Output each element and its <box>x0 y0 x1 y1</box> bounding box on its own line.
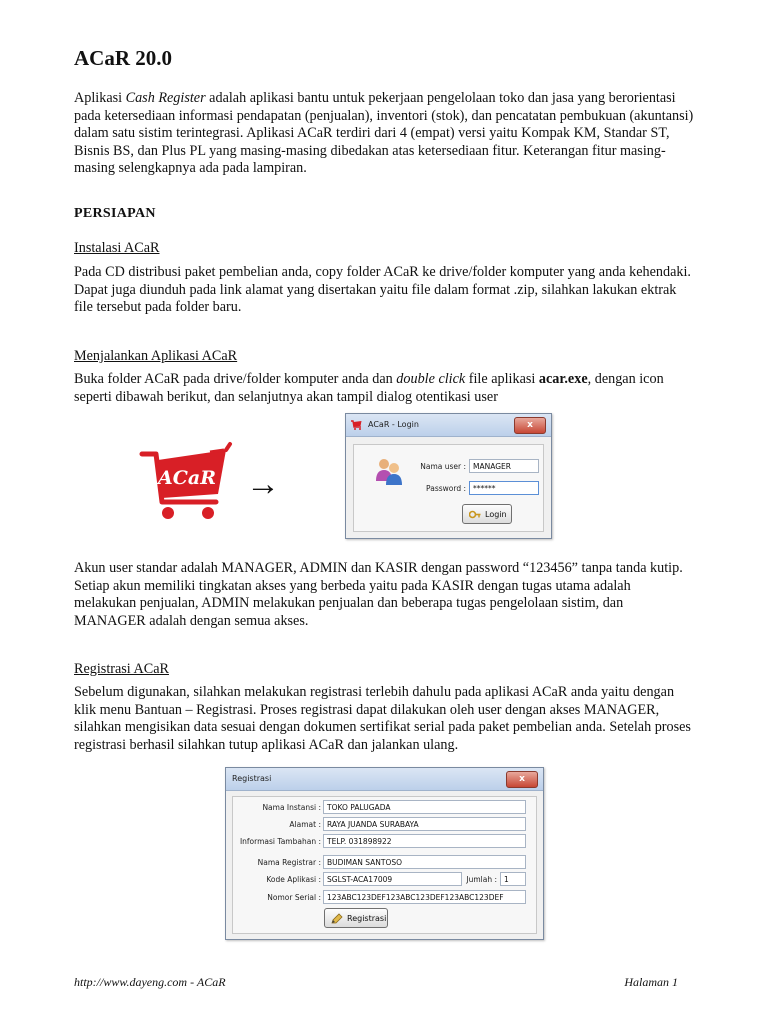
login-button[interactable] <box>462 504 512 524</box>
registrasi-panel <box>232 796 537 934</box>
login-button-label: Login <box>485 510 507 519</box>
jumlah-label: Jumlah : <box>466 875 497 884</box>
nama-registrar-input[interactable]: BUDIMAN SANTOSO <box>323 855 526 869</box>
password-label: Password : <box>426 484 466 493</box>
section-heading-persiapan: PERSIAPAN <box>74 206 156 221</box>
alamat-input[interactable]: RAYA JUANDA SURABAYA <box>323 817 526 831</box>
arrow-icon: → <box>246 466 280 503</box>
instalasi-paragraph: Pada CD distribusi paket pembelian anda, copy folder ACaR ke drive/folder komputer yang anda kehendaki. Dapat juga diunduh pada link alamat yang disertakan yaitu file dalam format .zip, silahkan lakukan ektrak file tersebut pada folder baru. <box>74 264 691 315</box>
jumlah-input[interactable]: 1 <box>500 872 526 886</box>
registrasi-paragraph: Sebelum digunakan, silahkan melakukan registrasi terlebih dahulu pada aplikasi ACaR anda yaitu dengan klik menu Bantuan – Registrasi. Proses registrasi dapat dilakukan oleh user dengan akses MANAGER, silahkan mengisikan data sesuai dengan dokumen sertifikat serial pada paket pembelian anda. Setelah proses registrasi berhasil silahkan tutup aplikasi ACaR dan jalankan ulang. <box>74 684 691 753</box>
app-cart-icon <box>351 420 362 430</box>
footer-page-number: Halaman 1 <box>624 975 678 989</box>
akun-paragraph: Akun user standar adalah MANAGER, ADMIN dan KASIR dengan password “123456” tanpa tanda kutip. Setiap akun memiliki tingkatan akses yang berbeda yaitu pada KASIR dengan tugas utama adalah melakukan penjualan, ADMIN melakukan penjualan dan beberapa tugas pengelolaan sistim, dan MANAGER adalah dengan semua akses. <box>74 560 683 629</box>
kode-aplikasi-label: Kode Aplikasi : <box>266 875 321 884</box>
username-input[interactable]: MANAGER <box>469 459 539 473</box>
intro-paragraph: Aplikasi Cash Register adalah aplikasi bantu untuk pekerjaan pengelolaan toko dan jasa yang berorientasi pada ketersediaan informasi pendapatan (penjualan), inventori (stok), dan pencatatan pembukuan (akuntansi) dalam satu sistim terintegrasi. Aplikasi ACaR terdiri dari 4 (empat) versi yaitu Kompak KM, Standar ST, Bisnis BS, dan Plus PL yang masing-masing dibedakan atas ketersediaan fitur. Keterangan fitur masing-masing selengkapnya ada pada lampiran. <box>74 90 694 176</box>
pencil-icon <box>331 913 343 924</box>
users-icon <box>374 457 404 485</box>
nomor-serial-label: Nomor Serial : <box>267 893 321 902</box>
menjalankan-paragraph: Buka folder ACaR pada drive/folder komputer anda dan double click file aplikasi acar.exe, dengan icon seperti dibawah berikut, dan selanjutnya akan tampil dialog otentikasi user <box>74 371 664 405</box>
nama-instansi-input[interactable]: TOKO PALUGADA <box>323 800 526 814</box>
registrasi-dialog <box>225 767 544 940</box>
subheading-registrasi: Registrasi ACaR <box>74 661 169 677</box>
info-tambahan-label: Informasi Tambahan : <box>239 837 321 846</box>
registrasi-title: Registrasi <box>232 774 272 783</box>
close-button[interactable]: x <box>514 417 546 434</box>
login-panel <box>353 444 544 532</box>
subheading-instalasi: Instalasi ACaR <box>74 240 160 256</box>
footer-link[interactable]: http://www.dayeng.com - ACaR <box>74 975 226 989</box>
login-titlebar <box>346 414 551 437</box>
nomor-serial-input[interactable]: 123ABC123DEF123ABC123DEF123ABC123DEF <box>323 890 526 904</box>
subheading-menjalankan: Menjalankan Aplikasi ACaR <box>74 348 238 364</box>
acar-cart-logo-icon <box>138 440 234 524</box>
key-icon <box>469 509 481 520</box>
nama-registrar-label: Nama Registrar : <box>257 858 321 867</box>
logo-text: ACaR <box>158 467 216 489</box>
nama-instansi-label: Nama Instansi : <box>262 803 321 812</box>
login-title: ACaR - Login <box>368 420 419 429</box>
registrasi-button[interactable] <box>324 908 388 928</box>
login-dialog <box>345 413 552 539</box>
registrasi-button-label: Registrasi <box>347 914 387 923</box>
user-label: Nama user : <box>420 462 466 471</box>
registrasi-titlebar <box>226 768 543 791</box>
kode-aplikasi-input[interactable]: SGLST-ACA17009 <box>323 872 462 886</box>
info-tambahan-input[interactable]: TELP. 031898922 <box>323 834 526 848</box>
password-input[interactable]: ****** <box>469 481 539 495</box>
alamat-label: Alamat : <box>289 820 321 829</box>
document-title: ACaR 20.0 <box>74 46 172 70</box>
close-button[interactable]: x <box>506 771 538 788</box>
